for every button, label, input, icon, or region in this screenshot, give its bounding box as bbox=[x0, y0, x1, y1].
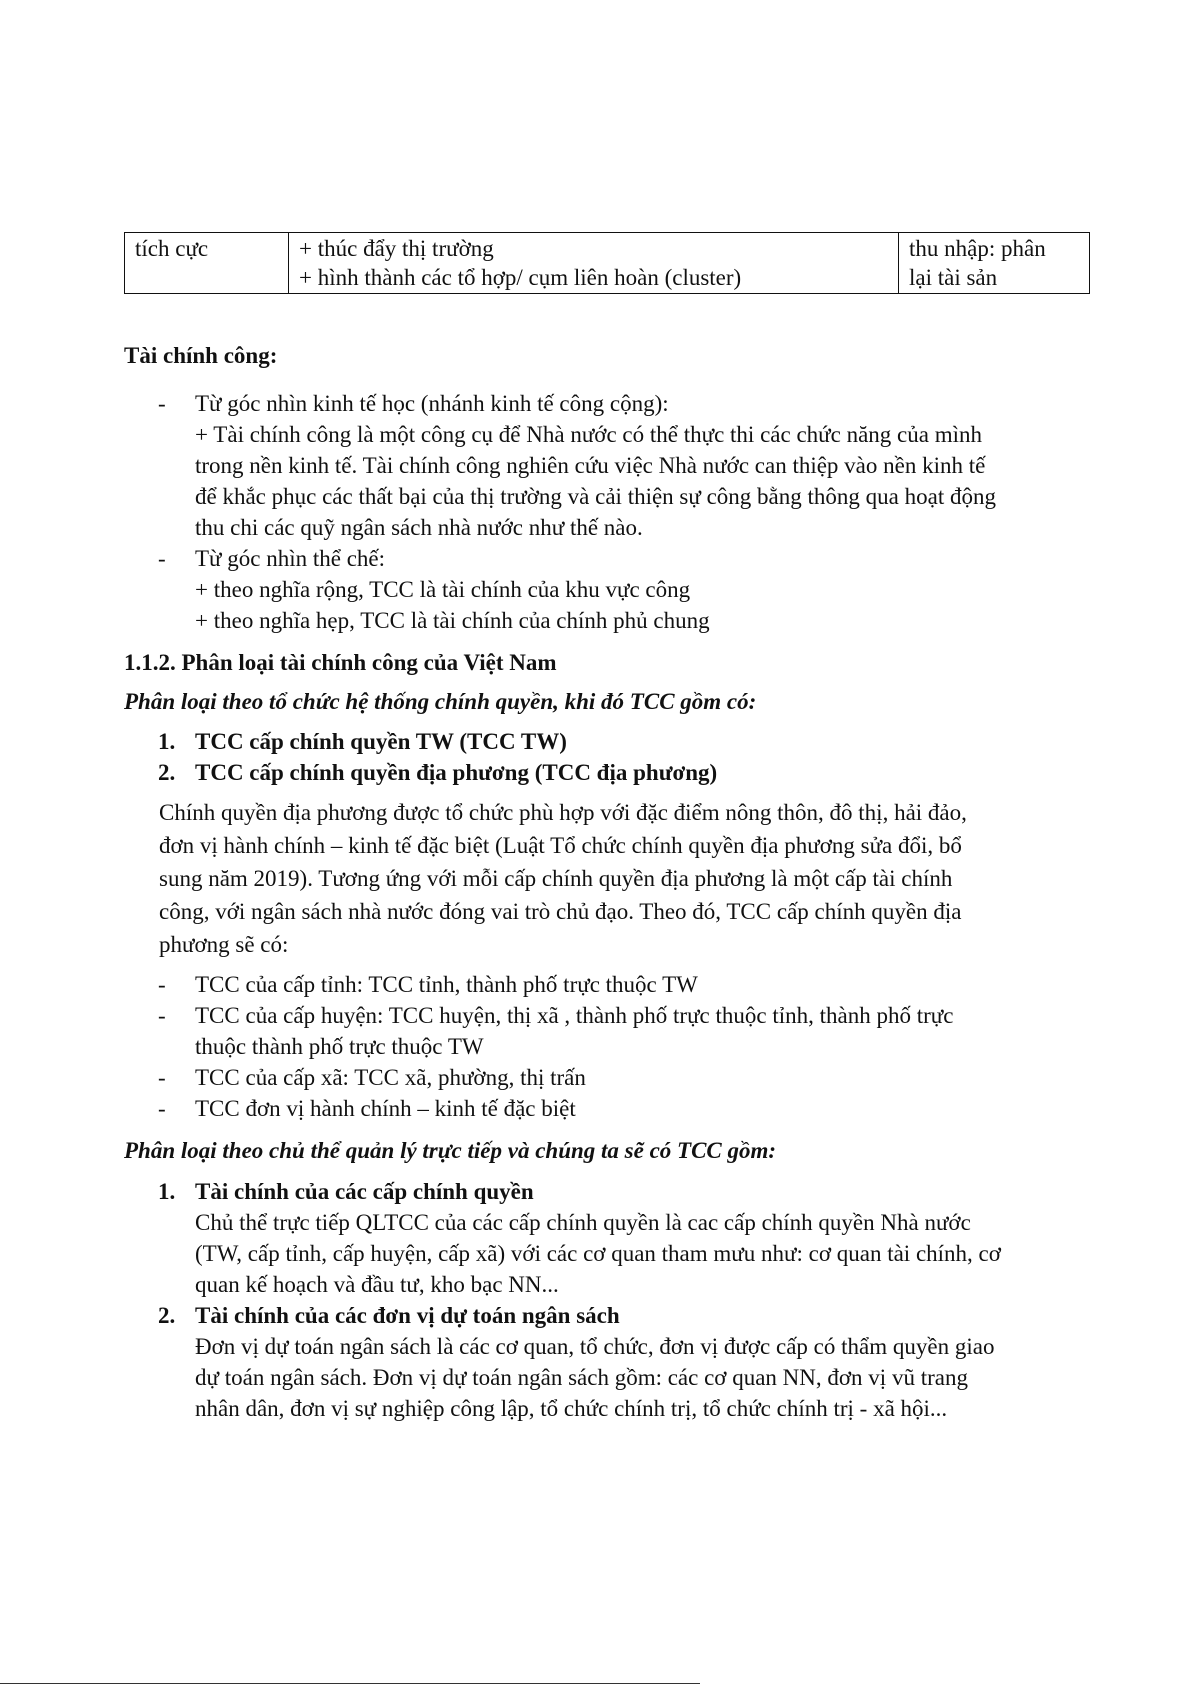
list-marker: 2. bbox=[158, 760, 176, 785]
paragraph-line: công, với ngân sách nhà nước đóng vai trò chủ đạo. Theo đó, TCC cấp chính quyền địa bbox=[159, 899, 962, 924]
section-title: Tài chính công: bbox=[124, 343, 278, 368]
sub-line: + theo nghĩa hẹp, TCC là tài chính của chính phủ chung bbox=[195, 608, 710, 633]
list-title: Tài chính của các cấp chính quyền bbox=[195, 1179, 534, 1204]
table-cell bbox=[289, 233, 899, 294]
numbered-item bbox=[124, 1300, 1084, 1331]
sub-line: để khắc phục các thất bại của thị trường và cải thiện sự công bằng thông qua hoạt động bbox=[195, 484, 996, 509]
list-marker: - bbox=[158, 972, 166, 997]
cell-line: + thúc đẩy thị trường bbox=[299, 236, 494, 261]
item-line: quan kế hoạch và đầu tư, kho bạc NN... bbox=[195, 1272, 559, 1297]
sub-line: + Tài chính công là một công cụ để Nhà nước có thể thực thi các chức năng của mình bbox=[195, 422, 982, 447]
sub-line: + theo nghĩa rộng, TCC là tài chính của khu vực công bbox=[195, 577, 691, 602]
table-cell bbox=[899, 233, 1090, 294]
list-text: TCC cấp chính quyền TW (TCC TW) bbox=[195, 729, 567, 754]
sub-line: thu chi các quỹ ngân sách nhà nước như thế nào. bbox=[195, 515, 643, 540]
list-marker: - bbox=[158, 391, 166, 416]
numbered-item bbox=[124, 726, 1084, 757]
list-item bbox=[124, 543, 1084, 574]
item-line: Đơn vị dự toán ngân sách là các cơ quan, tổ chức, đơn vị được cấp có thẩm quyền giao bbox=[195, 1334, 995, 1359]
list-title: Tài chính của các đơn vị dự toán ngân sách bbox=[195, 1303, 620, 1328]
list-text: TCC đơn vị hành chính – kinh tế đặc biệt bbox=[195, 1096, 576, 1121]
paragraph-line: sung năm 2019). Tương ứng với mỗi cấp chính quyền địa phương là một cấp tài chính bbox=[159, 866, 953, 891]
list-item bbox=[124, 1000, 1084, 1031]
list-marker: 1. bbox=[158, 1179, 176, 1204]
cell-line: lại tài sản bbox=[909, 265, 998, 290]
section-heading: 1.1.2. Phân loại tài chính công của Việt Nam bbox=[124, 650, 557, 675]
cell-line: thu nhập: phân bbox=[909, 236, 1046, 261]
list-marker: 2. bbox=[158, 1303, 176, 1328]
list-marker: - bbox=[158, 1096, 166, 1121]
list-text: TCC của cấp tỉnh: TCC tỉnh, thành phố trực thuộc TW bbox=[195, 972, 698, 997]
item-line: Chủ thể trực tiếp QLTCC của các cấp chính quyền là cac cấp chính quyền Nhà nước bbox=[195, 1210, 971, 1235]
section-subheading: Phân loại theo chủ thể quản lý trực tiếp và chúng ta sẽ có TCC gồm: bbox=[124, 1138, 777, 1163]
table-cell bbox=[125, 233, 289, 294]
list-text: TCC của cấp huyện: TCC huyện, thị xã , thành phố trực thuộc tỉnh, thành phố trực bbox=[195, 1003, 954, 1028]
cell-line: + hình thành các tổ hợp/ cụm liên hoàn (cluster) bbox=[299, 265, 742, 290]
item-line: (TW, cấp tỉnh, cấp huyện, cấp xã) với các cơ quan tham mưu như: cơ quan tài chính, cơ bbox=[195, 1241, 1001, 1266]
list-item bbox=[124, 388, 1084, 419]
sub-line: thuộc thành phố trực thuộc TW bbox=[195, 1034, 484, 1059]
numbered-item bbox=[124, 1176, 1084, 1207]
list-marker: - bbox=[158, 546, 166, 571]
list-text: TCC cấp chính quyền địa phương (TCC địa phương) bbox=[195, 760, 718, 785]
list-marker: - bbox=[158, 1065, 166, 1090]
continuation-table bbox=[124, 232, 1090, 294]
main-content bbox=[124, 340, 1084, 1424]
paragraph bbox=[124, 796, 1084, 961]
footer-divider bbox=[0, 1683, 700, 1684]
list-text: TCC của cấp xã: TCC xã, phường, thị trấn bbox=[195, 1065, 586, 1090]
list-marker: - bbox=[158, 1003, 166, 1028]
section-subheading: Phân loại theo tổ chức hệ thống chính quyền, khi đó TCC gồm có: bbox=[124, 689, 757, 714]
sub-line: trong nền kinh tế. Tài chính công nghiên cứu việc Nhà nước can thiệp vào nền kinh tế bbox=[195, 453, 986, 478]
paragraph-line: phương sẽ có: bbox=[159, 932, 289, 957]
paragraph-line: Chính quyền địa phương được tổ chức phù hợp với đặc điểm nông thôn, đô thị, hải đảo, bbox=[159, 800, 967, 825]
paragraph-line: đơn vị hành chính – kinh tế đặc biệt (Luật Tổ chức chính quyền địa phương sửa đổi, bổ bbox=[159, 833, 962, 858]
numbered-item bbox=[124, 757, 1084, 788]
cell-text: tích cực bbox=[135, 236, 209, 261]
list-item bbox=[124, 969, 1084, 1000]
list-item bbox=[124, 1062, 1084, 1093]
item-line: dự toán ngân sách. Đơn vị dự toán ngân sách gồm: các cơ quan NN, đơn vị vũ trang bbox=[195, 1365, 968, 1390]
list-marker: 1. bbox=[158, 729, 176, 754]
list-text: Từ góc nhìn kinh tế học (nhánh kinh tế công cộng): bbox=[195, 391, 669, 416]
item-line: nhân dân, đơn vị sự nghiệp công lập, tổ chức chính trị, tổ chức chính trị - xã hội... bbox=[195, 1396, 948, 1421]
table-row bbox=[125, 233, 1090, 294]
list-text: Từ góc nhìn thể chế: bbox=[195, 546, 386, 571]
list-item bbox=[124, 1093, 1084, 1124]
